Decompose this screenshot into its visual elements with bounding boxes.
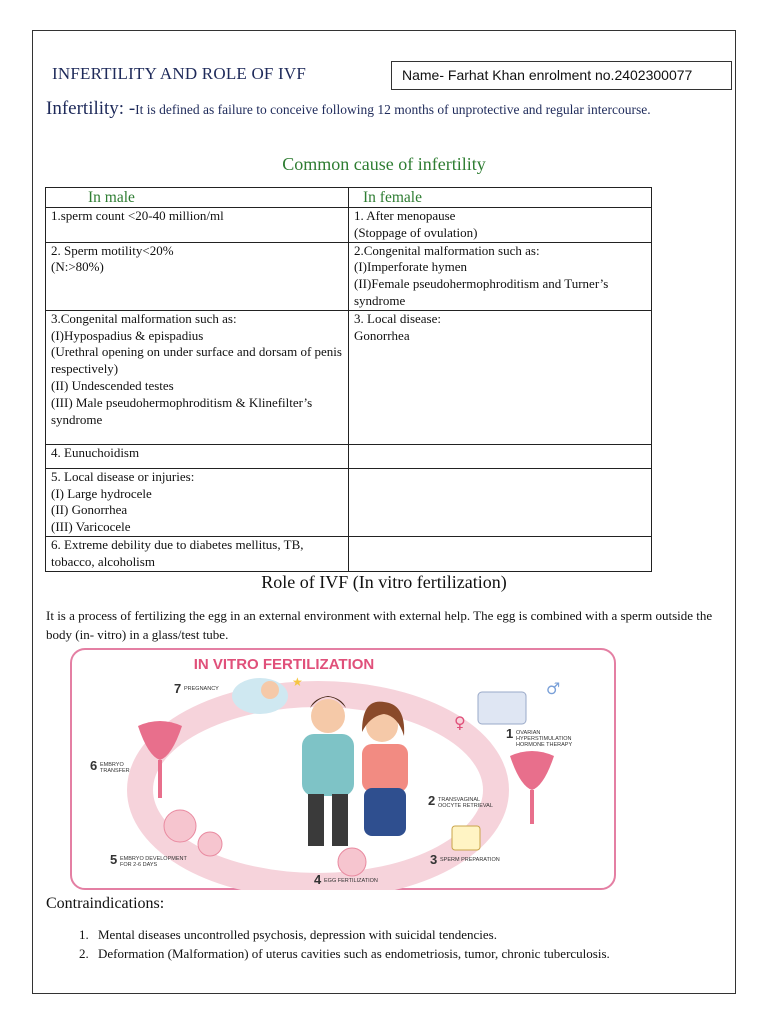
female-cause-cell: 2.Congenital malformation such as: (I)Imperforate hymen (II)Female pseudohermophroditism and Turner’s syndrome <box>349 242 652 310</box>
name-box: Name- Farhat Khan enrolment no.2402300077 <box>391 61 732 90</box>
contraindications-list <box>46 925 768 963</box>
table-header-row <box>46 188 652 208</box>
list-item: 1. Mental diseases uncontrolled psychosis, depression with suicidal tendencies. <box>92 925 768 944</box>
step-label: OVARIAN HYPERSTIMULATION HORMONE THERAPY <box>516 730 573 748</box>
infertility-definition <box>46 100 726 119</box>
male-cause-cell: 1.sperm count <20-40 million/ml <box>46 208 349 243</box>
step-number: 5 <box>110 852 118 867</box>
infertility-heading: Infertility: - <box>46 98 136 119</box>
female-cause-cell <box>349 536 652 571</box>
contraindications-heading: Contraindications: <box>46 895 165 912</box>
step-number: 6 <box>90 758 98 773</box>
step-label: EGG FERTILIZATION <box>324 878 378 884</box>
page-title: INFERTILITY AND ROLE OF IVF <box>52 64 307 83</box>
ivf-title: Role of IVF (In vitro fertilization) <box>261 572 507 592</box>
female-cause-cell: 3. Local disease: Gonorrhea <box>349 310 652 444</box>
step-number: 4 <box>314 872 322 887</box>
step-number: 7 <box>174 681 182 696</box>
male-cause-cell: 6. Extreme debility due to diabetes mellitus, TB, tobacco, alcoholism <box>46 536 349 571</box>
col-male-header: In male <box>46 188 349 208</box>
pills-icon <box>478 692 526 724</box>
table-row <box>46 242 652 310</box>
step-label: SPERM PREPARATION <box>440 857 500 863</box>
petri-dish-icon <box>198 832 222 856</box>
col-female-header: In female <box>349 188 652 208</box>
table-row <box>46 536 652 571</box>
egg-icon <box>338 848 366 876</box>
male-cause-cell: 5. Local disease or injuries: (I) Large hydrocele (II) Gonorrhea (III) Varicocele <box>46 468 349 536</box>
male-symbol-icon: ♂ <box>546 679 561 698</box>
sperm-sample-icon <box>452 826 480 850</box>
table-row <box>46 444 652 468</box>
male-cause-cell: 4. Eunuchoidism <box>46 444 349 468</box>
step-label: PREGNANCY <box>184 686 219 692</box>
causes-table <box>45 187 652 572</box>
table-row <box>46 468 652 536</box>
step-number: 3 <box>430 852 438 867</box>
female-symbol-icon: ♀ <box>454 713 466 732</box>
female-cause-cell <box>349 468 652 536</box>
table-row <box>46 310 652 444</box>
infertility-text: It is defined as failure to conceive following 12 months of unprotective and regular intercourse. <box>135 102 651 117</box>
female-cause-cell <box>349 444 652 468</box>
petri-dish-icon <box>164 810 196 842</box>
female-cause-cell: 1. After menopause (Stoppage of ovulation) <box>349 208 652 243</box>
step-label: TRANSVAGINAL OOCYTE RETRIEVAL <box>438 797 493 809</box>
table-row <box>46 208 652 243</box>
svg-text:★: ★ <box>292 675 303 689</box>
step-label: EMBRYO TRANSFER <box>100 762 130 774</box>
step-label: EMBRYO DEVELOPMENT FOR 2-6 DAYS <box>120 856 187 868</box>
step-number: 1 <box>506 726 514 741</box>
list-item: 2. Deformation (Malformation) of uterus cavities such as endometriosis, tumor, chronic tuberculosis. <box>92 944 768 963</box>
ivf-paragraph: It is a process of fertilizing the egg in an external environment with external help. The egg is combined with a sperm outside the body (in- vitro) in a glass/test tube. <box>46 608 713 642</box>
causes-title: Common cause of infertility <box>282 154 486 174</box>
step-number: 2 <box>428 793 436 808</box>
ivf-infographic <box>70 648 616 890</box>
male-cause-cell: 3.Congenital malformation such as: (I)Hypospadius & epispadius (Urethral opening on under surface and dorsam of penis respectively) (II) Undescended testes (III) Male pseudohermophroditism & Klinefilter’s syndrome <box>46 310 349 444</box>
male-cause-cell: 2. Sperm motility<20% (N:>80%) <box>46 242 349 310</box>
infographic-title: IN VITRO FERTILIZATION <box>193 656 375 673</box>
